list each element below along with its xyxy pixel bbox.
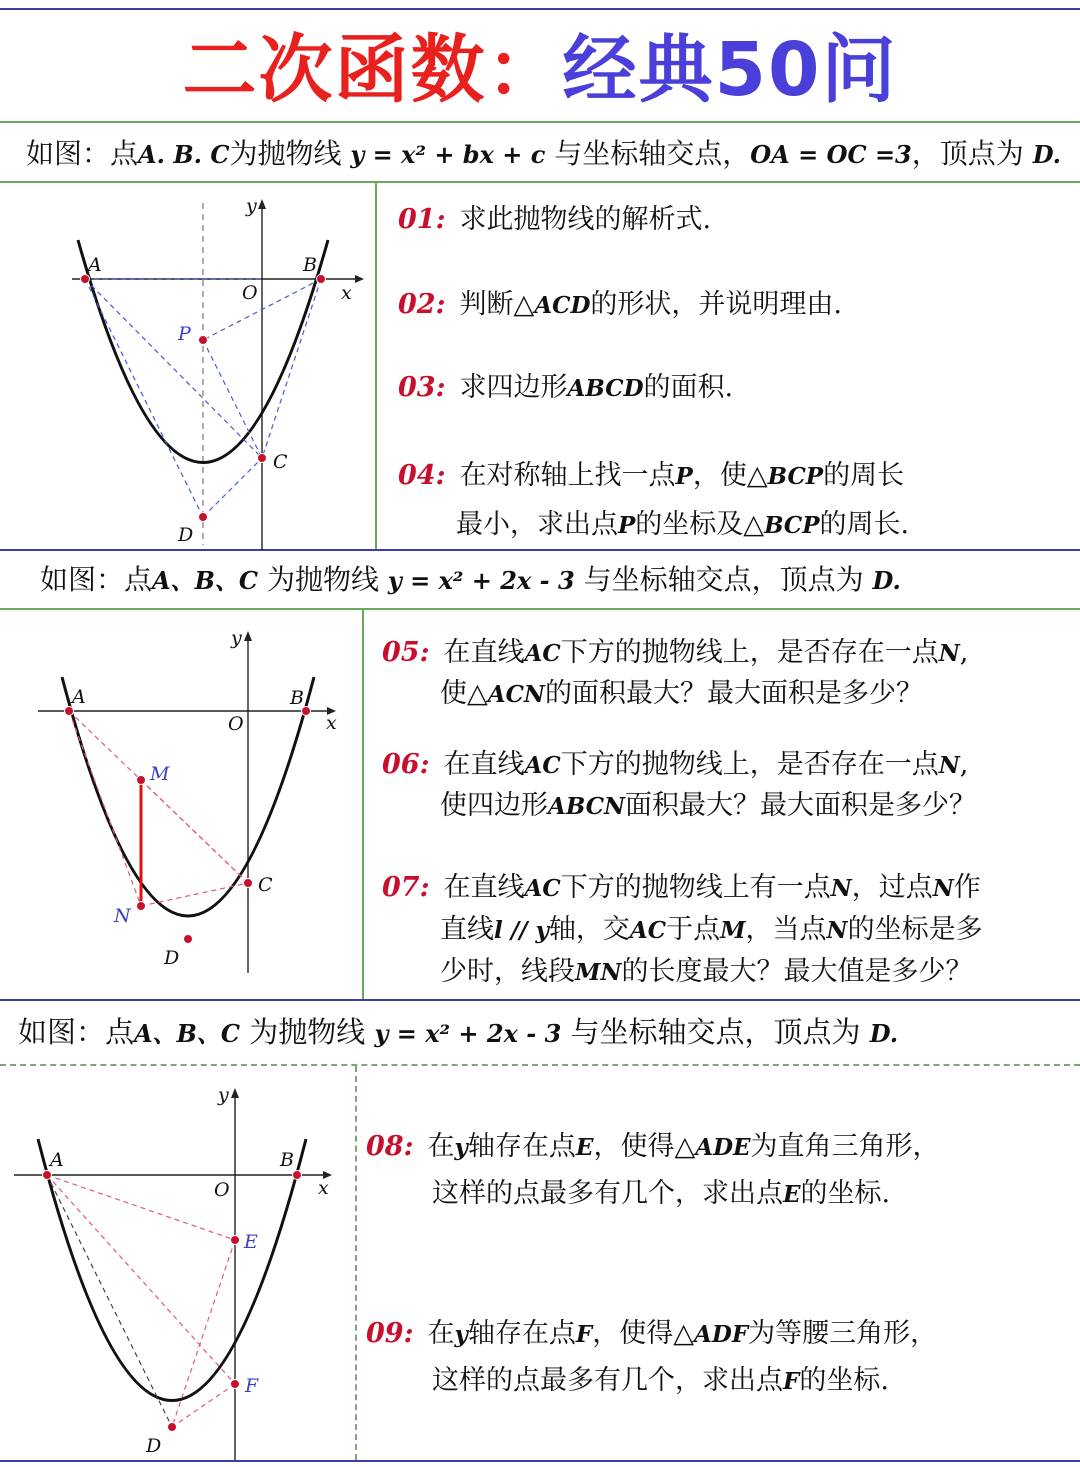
label-x: x: [318, 1177, 329, 1199]
question-number: 03:: [398, 372, 446, 403]
math-symbol: y: [454, 1321, 468, 1348]
header-text: 如图：点: [18, 1015, 135, 1049]
question-text: 的坐标.: [799, 1365, 889, 1396]
parabola-curve: [38, 1139, 306, 1401]
header-points: A、B、C: [152, 566, 259, 595]
question-line: [382, 867, 983, 909]
divider: [0, 1064, 1080, 1066]
question-text: 在直线: [443, 872, 525, 903]
segment-pc: [203, 340, 262, 458]
question-number: 02:: [398, 289, 446, 320]
math-symbol: P: [675, 463, 693, 490]
parabola-diagram-2: [34, 625, 354, 985]
question-text: ,: [959, 637, 969, 668]
label-o: O: [242, 282, 258, 304]
math-symbol: E: [575, 1134, 594, 1161]
section1-header: [0, 134, 1080, 175]
question-line: [382, 909, 983, 951]
divider: [0, 999, 1080, 1001]
point-c: [244, 879, 253, 888]
point-b: [293, 1171, 302, 1180]
column-divider: [362, 610, 364, 999]
point-d: [168, 1423, 177, 1432]
parabola-diagram-1: [50, 195, 370, 545]
header-text: 为抛物线: [249, 1015, 366, 1049]
point-f: [231, 1380, 240, 1389]
question-text: 这样的点最多有几个，求出点: [432, 1365, 783, 1396]
point-b: [317, 275, 326, 284]
question-line: [398, 200, 711, 240]
label-e: E: [244, 1231, 258, 1253]
question-02: [398, 285, 842, 326]
y-axis-arrow-icon: [231, 1088, 239, 1098]
point-d: [184, 935, 193, 944]
question-text: 作: [953, 872, 981, 903]
math-symbol: l // y: [494, 917, 549, 944]
question-text: 的周长.: [819, 509, 910, 540]
question-text: 使四边形: [440, 790, 548, 821]
question-text: 的形状，并说明理由.: [590, 289, 843, 320]
segment-cd: [203, 458, 262, 517]
question-text: 为直角三角形，: [750, 1131, 940, 1162]
question-07: [382, 867, 983, 993]
question-text: ，过点: [851, 872, 933, 903]
segment-ad: [85, 279, 203, 517]
point-e: [231, 1236, 240, 1245]
header-vertex: D.: [872, 566, 901, 595]
top-border: [0, 8, 1080, 10]
parabola-diagram-3: [10, 1082, 350, 1457]
question-line: [366, 1124, 940, 1171]
segment-mc: [141, 780, 248, 883]
math-symbol: ADE: [695, 1134, 751, 1161]
question-text: 使△: [440, 678, 488, 709]
question-05: [382, 633, 968, 715]
point-d: [199, 513, 208, 522]
math-symbol: F: [783, 1368, 800, 1395]
header-text: 与坐标轴交点，顶点为: [570, 1015, 861, 1049]
math-symbol: P: [618, 512, 636, 539]
question-number: 05:: [382, 637, 430, 668]
question-text: 轴存在点: [467, 1131, 576, 1162]
question-08: [366, 1124, 940, 1218]
math-symbol: ABCN: [548, 793, 626, 820]
segment-an: [69, 711, 141, 906]
label-y: y: [231, 627, 242, 649]
question-number: 07:: [382, 872, 430, 903]
question-line: [366, 1358, 937, 1405]
bottom-border: [0, 1460, 1080, 1462]
question-03: [398, 368, 733, 409]
question-text: 下方的抛物线上有一点: [560, 872, 831, 903]
segment-fd: [172, 1384, 235, 1427]
segment-bc: [262, 279, 321, 458]
math-symbol: MN: [575, 959, 622, 986]
label-a: A: [50, 1149, 64, 1171]
question-text: ，当点: [745, 914, 827, 945]
question-line: [366, 1171, 940, 1218]
divider: [0, 121, 1080, 123]
section2-header: [0, 560, 1080, 601]
column-divider: [375, 183, 377, 549]
math-symbol: N: [938, 640, 960, 667]
question-09: [366, 1311, 937, 1405]
header-condition: OA = OC =3: [750, 140, 912, 169]
question-text: 在直线: [443, 637, 525, 668]
question-text: 在: [427, 1318, 455, 1349]
label-n: N: [114, 905, 131, 927]
divider: [0, 608, 1080, 610]
segment-af: [47, 1175, 235, 1384]
label-x: x: [326, 712, 337, 734]
question-text: 的面积最大？最大面积是多少？: [544, 678, 923, 709]
y-axis-arrow-icon: [244, 631, 252, 641]
question-text: 的坐标.: [800, 1178, 891, 1209]
question-text: 为等腰三角形，: [748, 1318, 938, 1349]
title-part2: 经典50问: [562, 27, 898, 113]
question-text: ,: [959, 749, 969, 780]
question-text: 下方的抛物线上，是否存在一点: [560, 637, 939, 668]
question-text: 的坐标是多: [847, 914, 983, 945]
question-text: 于点: [666, 914, 721, 945]
question-number: 06:: [382, 749, 430, 780]
header-text: 如图：点: [26, 137, 139, 170]
label-y: y: [218, 1084, 229, 1106]
question-line: [382, 633, 968, 674]
math-symbol: F: [575, 1321, 593, 1348]
question-line: [382, 786, 976, 827]
question-text: 求四边形: [459, 372, 568, 403]
question-line: [398, 501, 909, 550]
question-number: 04:: [398, 460, 446, 491]
header-text: 与坐标轴交点，顶点为: [583, 563, 864, 596]
segment-ad: [47, 1175, 172, 1427]
question-text: 求此抛物线的解析式.: [459, 204, 712, 235]
question-number: 08:: [366, 1131, 414, 1162]
header-vertex: D.: [869, 1019, 899, 1048]
question-line: [398, 452, 909, 501]
header-equation: y = x² + 2x - 3: [387, 566, 575, 595]
question-text: 这样的点最多有几个，求出点: [432, 1178, 783, 1209]
label-y: y: [246, 195, 257, 217]
page-title: [0, 22, 1080, 118]
point-n: [137, 902, 146, 911]
math-symbol: ACD: [534, 292, 591, 319]
question-text: 在对称轴上找一点: [459, 460, 676, 491]
math-symbol: N: [938, 752, 960, 779]
point-c: [258, 454, 267, 463]
header-equation: y = x² + bx + c: [350, 140, 546, 169]
math-symbol: N: [830, 875, 852, 902]
question-text: 面积最大？最大面积是多少？: [625, 790, 977, 821]
question-text: 的长度最大？最大值是多少？: [621, 956, 973, 987]
math-symbol: BCP: [764, 512, 820, 539]
question-text: 的坐标及△: [635, 509, 765, 540]
math-symbol: E: [783, 1181, 801, 1208]
column-divider: [355, 1066, 357, 1460]
label-a: A: [72, 686, 86, 708]
header-points: A、B、C: [134, 1019, 241, 1048]
label-x: x: [341, 282, 352, 304]
point-p: [199, 336, 208, 345]
math-symbol: AC: [524, 752, 561, 779]
header-text: 为抛物线: [266, 563, 379, 596]
label-d: D: [146, 1435, 162, 1457]
math-symbol: N: [826, 917, 848, 944]
label-b: B: [290, 687, 304, 709]
label-p: P: [178, 323, 191, 345]
question-line: [382, 951, 983, 993]
question-text: 最小，求出点: [456, 509, 618, 540]
question-text: ，使得△: [592, 1318, 695, 1349]
parabola-curve: [62, 677, 314, 916]
math-symbol: M: [720, 917, 746, 944]
math-symbol: N: [932, 875, 954, 902]
math-symbol: y: [454, 1134, 468, 1161]
header-text: 如图：点: [40, 563, 153, 596]
question-text: 直线: [440, 914, 494, 945]
question-06: [382, 745, 976, 827]
question-text: 在直线: [443, 749, 525, 780]
segment-ac: [85, 279, 262, 458]
point-m: [137, 776, 146, 785]
math-symbol: ADF: [694, 1321, 749, 1348]
segment-ae: [47, 1175, 235, 1240]
question-text: 少时，线段: [440, 956, 575, 987]
label-d: D: [178, 524, 194, 546]
question-line: [382, 674, 968, 715]
question-text: 轴存在点: [467, 1318, 576, 1349]
header-text: ，顶点为: [911, 137, 1024, 170]
question-line: [398, 285, 842, 326]
label-o: O: [228, 713, 244, 735]
label-c: C: [258, 874, 273, 896]
header-text: 与坐标轴交点，: [554, 137, 751, 170]
question-01: [398, 200, 711, 240]
question-line: [382, 745, 976, 786]
question-text: 下方的抛物线上，是否存在一点: [560, 749, 939, 780]
label-c: C: [273, 451, 288, 473]
point-a: [43, 1171, 52, 1180]
question-text: 在: [427, 1131, 455, 1162]
math-symbol: AC: [524, 640, 561, 667]
math-symbol: ACN: [487, 681, 545, 708]
question-04: [398, 452, 909, 550]
question-number: 09:: [366, 1318, 414, 1349]
label-b: B: [280, 1149, 294, 1171]
label-b: B: [303, 254, 317, 276]
question-text: 的周长: [823, 460, 905, 491]
question-line: [398, 368, 733, 409]
section3-header: [0, 1012, 1080, 1054]
divider: [0, 181, 1080, 183]
x-axis-arrow-icon: [355, 275, 364, 283]
header-text: 为抛物线: [229, 137, 342, 170]
question-text: ，使△: [692, 460, 768, 491]
label-o: O: [214, 1179, 230, 1201]
math-symbol: ABCD: [567, 375, 644, 402]
label-f: F: [245, 1375, 259, 1397]
label-d: D: [164, 947, 180, 969]
question-line: [366, 1311, 937, 1358]
question-number: 01:: [398, 204, 446, 235]
question-text: 轴，交: [548, 914, 630, 945]
math-symbol: AC: [524, 875, 561, 902]
y-axis-arrow-icon: [258, 199, 266, 209]
title-part1: 二次函数：: [182, 27, 563, 113]
question-text: 的面积.: [643, 372, 734, 403]
question-text: ，使得△: [593, 1131, 696, 1162]
header-equation: y = x² + 2x - 3: [374, 1019, 562, 1048]
math-symbol: BCP: [767, 463, 824, 490]
header-points: A. B. C: [138, 140, 230, 169]
question-text: 判断△: [459, 289, 535, 320]
header-vertex: D.: [1032, 140, 1061, 169]
math-symbol: AC: [629, 917, 667, 944]
label-a: A: [88, 254, 102, 276]
label-m: M: [150, 763, 170, 785]
